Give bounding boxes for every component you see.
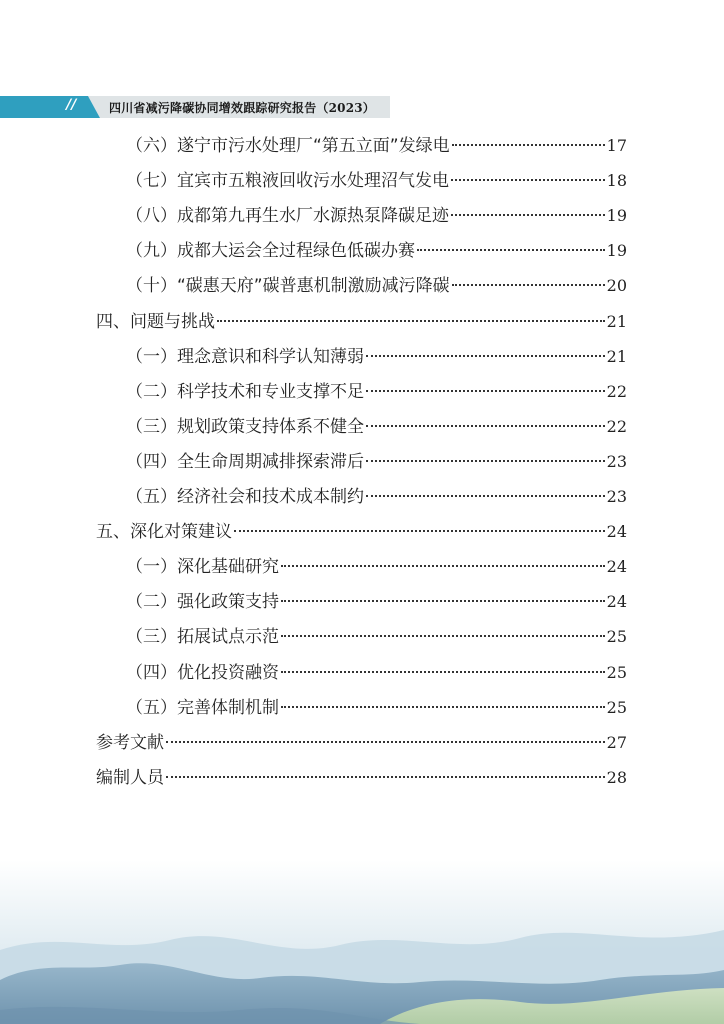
toc-entry[interactable] xyxy=(126,484,627,510)
toc-page-number: 22 xyxy=(606,381,627,401)
toc-page-number: 20 xyxy=(606,276,627,296)
toc-dot-leader xyxy=(451,214,605,216)
toc-dot-leader xyxy=(417,249,605,251)
toc-dot-leader xyxy=(366,495,605,497)
toc-entry[interactable] xyxy=(126,238,627,264)
toc-entry-title: （三）拓展试点示范 xyxy=(126,627,279,648)
toc-entry-title: 五、深化对策建议 xyxy=(96,522,232,543)
toc-entry[interactable] xyxy=(126,168,627,194)
toc-page-number: 28 xyxy=(606,767,627,787)
toc-dot-leader xyxy=(166,776,605,778)
toc-dot-leader xyxy=(281,565,605,567)
toc-page-number: 24 xyxy=(606,522,627,542)
toc-entry-title: （七）宜宾市五粮液回收污水处理沼气发电 xyxy=(126,171,449,192)
toc-page-number: 24 xyxy=(606,557,627,577)
toc-entry[interactable] xyxy=(96,765,627,791)
toc-entry[interactable] xyxy=(126,624,627,650)
header-blue-band xyxy=(0,96,100,118)
toc-entry-title: （五）完善体制机制 xyxy=(126,697,279,718)
toc-dot-leader xyxy=(366,460,605,462)
toc-page-number: 17 xyxy=(606,136,627,155)
toc-page-number: 25 xyxy=(606,662,627,682)
toc-entry-title: （二）强化政策支持 xyxy=(126,592,279,613)
toc-entry[interactable] xyxy=(126,449,627,475)
toc-dot-leader xyxy=(366,425,605,427)
toc-dot-leader xyxy=(366,355,605,357)
toc-dot-leader xyxy=(452,284,605,286)
toc-entry-title: （四）全生命周期减排探索滞后 xyxy=(126,451,364,472)
toc-page-number: 25 xyxy=(606,627,627,647)
toc-entry[interactable] xyxy=(126,133,627,159)
header-slashes: // xyxy=(66,97,77,113)
toc-page-number: 23 xyxy=(606,487,627,506)
toc-entry-title: （三）规划政策支持体系不健全 xyxy=(126,416,364,437)
toc-entry-title: 四、问题与挑战 xyxy=(96,311,215,332)
toc-dot-leader xyxy=(366,390,605,392)
toc-entry[interactable] xyxy=(96,730,627,756)
toc-entry[interactable] xyxy=(96,519,627,545)
header-title: 四川省减污降碳协同增效跟踪研究报告（2023） xyxy=(109,101,376,115)
toc-entry-title: （二）科学技术和专业支撑不足 xyxy=(126,381,364,402)
toc-page-number: 25 xyxy=(606,697,627,717)
toc-entry-title: （六）遂宁市污水处理厂“第五立面”发绿电 xyxy=(126,136,450,156)
toc-dot-leader xyxy=(166,741,605,743)
toc-entry[interactable] xyxy=(126,273,627,299)
toc-dot-leader xyxy=(451,179,605,181)
toc-entry-title: 编制人员 xyxy=(96,767,164,788)
toc-page-number: 24 xyxy=(606,592,627,612)
toc-entry-title: （四）优化投资融资 xyxy=(126,662,279,683)
toc-dot-leader xyxy=(234,530,605,532)
toc-dot-leader xyxy=(281,600,605,602)
toc-dot-leader xyxy=(281,706,605,708)
toc-entry-title: （五）经济社会和技术成本制约 xyxy=(126,487,364,507)
toc-entry[interactable] xyxy=(126,344,627,370)
toc-entry[interactable] xyxy=(126,660,627,686)
toc-entry-title: （九）成都大运会全过程绿色低碳办赛 xyxy=(126,241,415,262)
toc-dot-leader xyxy=(452,144,605,146)
toc-entry[interactable] xyxy=(126,554,627,580)
toc-page-number: 23 xyxy=(606,451,627,471)
toc-page-number: 19 xyxy=(606,241,627,261)
toc-entry[interactable] xyxy=(126,379,627,405)
toc-entry[interactable] xyxy=(126,589,627,615)
toc-entry[interactable] xyxy=(96,309,627,335)
toc-page-number: 18 xyxy=(606,171,627,191)
toc-page-number: 19 xyxy=(606,206,627,226)
landscape-illustration xyxy=(0,860,724,1024)
toc-dot-leader xyxy=(217,320,605,322)
toc-entry[interactable] xyxy=(126,203,627,229)
toc-entry-title: （八）成都第九再生水厂水源热泵降碳足迹 xyxy=(126,206,449,227)
running-header xyxy=(0,96,390,118)
toc-entry-title: （一）深化基础研究 xyxy=(126,557,279,578)
toc-entry-title: （十）“碳惠天府”碳普惠机制激励减污降碳 xyxy=(126,276,450,297)
toc-entry[interactable] xyxy=(126,695,627,721)
toc-page-number: 21 xyxy=(606,311,627,331)
toc-page-number: 22 xyxy=(606,416,627,436)
toc-entry[interactable] xyxy=(126,414,627,440)
toc-dot-leader xyxy=(281,635,605,637)
toc-entry-title: 参考文献 xyxy=(96,732,164,753)
toc-page-number: 27 xyxy=(606,732,627,752)
toc-entry-title: （一）理念意识和科学认知薄弱 xyxy=(126,346,364,367)
toc-page-number: 21 xyxy=(606,346,627,366)
toc-dot-leader xyxy=(281,671,605,673)
